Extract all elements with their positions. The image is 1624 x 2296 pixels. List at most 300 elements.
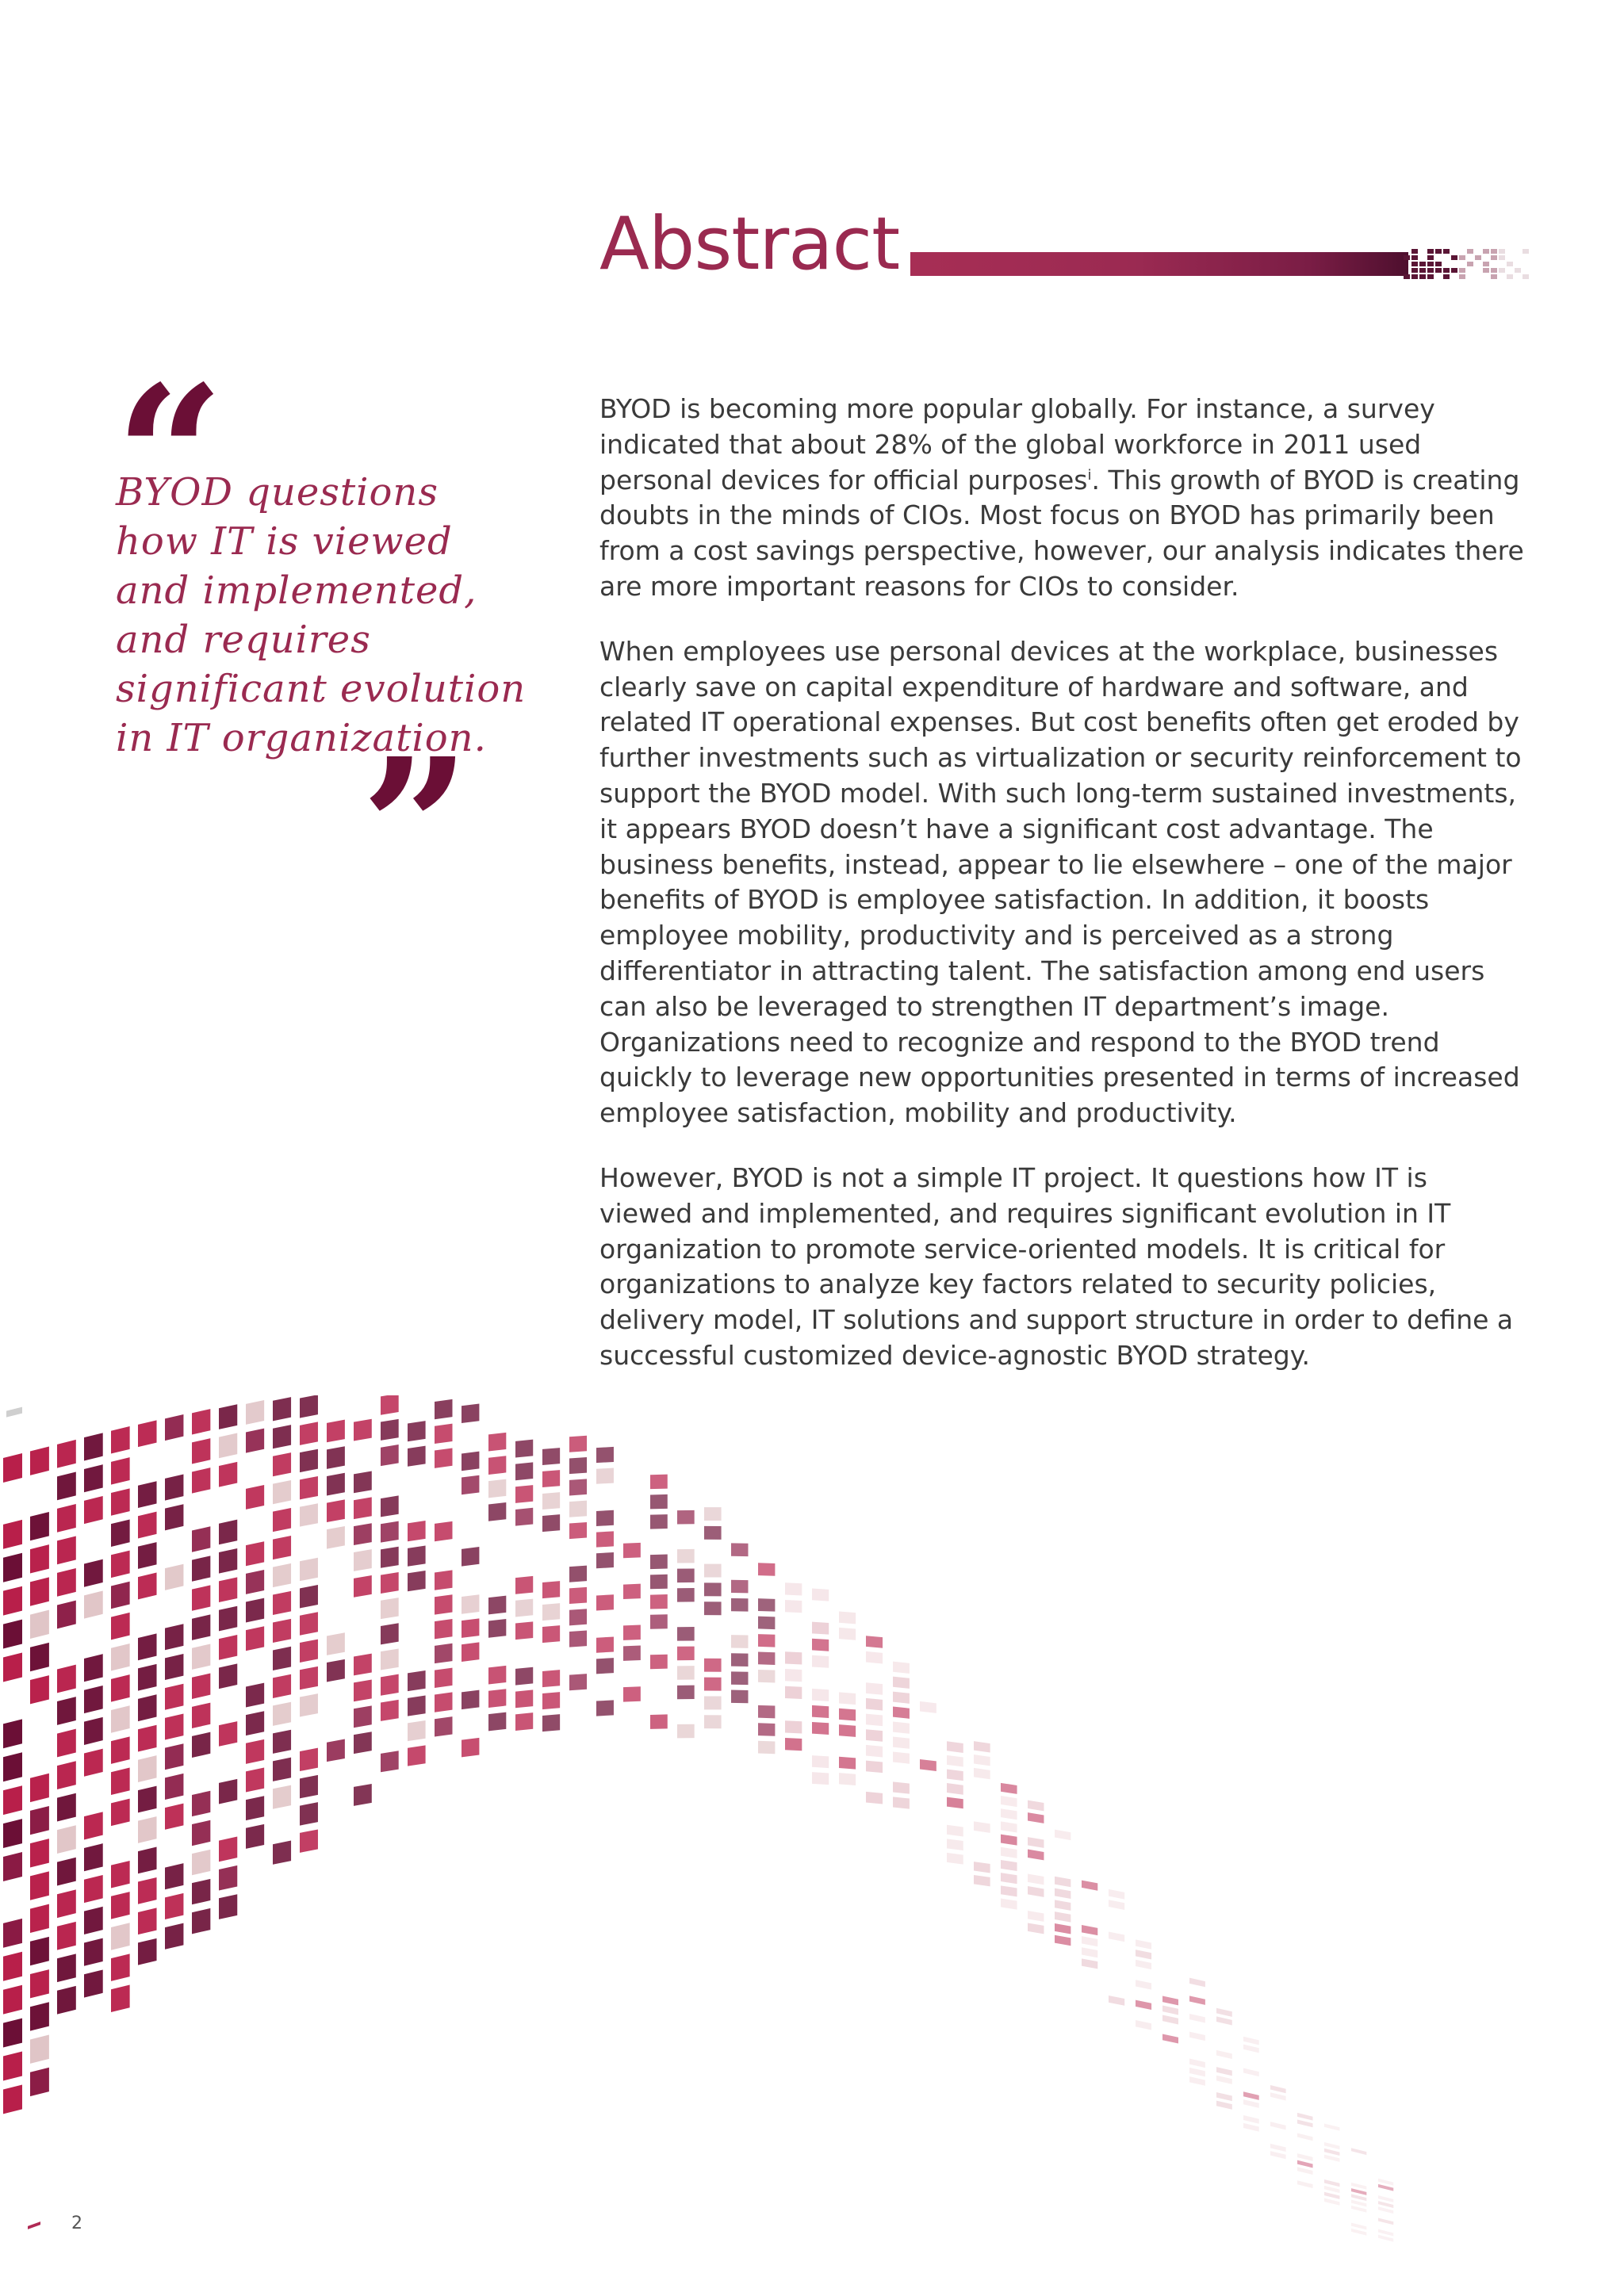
wave-pixel [1162, 2034, 1178, 2044]
wave-pixel [57, 1536, 76, 1565]
wave-pixel [57, 1471, 76, 1500]
wave-pixel [462, 1403, 479, 1423]
wave-pixel [165, 1564, 183, 1590]
wave-pixel [785, 1720, 802, 1733]
wave-pixel [1028, 1837, 1044, 1848]
wave-pixel [111, 1644, 130, 1670]
wave-pixel [30, 1774, 49, 1802]
wave-pixel [893, 1751, 910, 1763]
wave-pixel [381, 1547, 399, 1568]
wave-pixel [219, 1433, 237, 1459]
wave-pixel [704, 1696, 722, 1709]
wave-pixel [1324, 2142, 1339, 2149]
wave-pixel [677, 1588, 695, 1602]
title-pixel [1411, 268, 1418, 273]
wave-pixel [758, 1705, 775, 1719]
wave-pixel [57, 1697, 76, 1725]
wave-pixel [246, 1429, 264, 1453]
wave-pixel [300, 1585, 318, 1608]
wave-pixel [300, 1693, 318, 1716]
wave-pixel [246, 1683, 264, 1708]
wave-pixel [758, 1670, 775, 1683]
wave-pixel [138, 1633, 157, 1660]
wave-pixel [138, 1755, 157, 1782]
wave-pixel [1001, 1821, 1017, 1832]
wave-pixel [542, 1514, 560, 1532]
wave-pixel [327, 1526, 345, 1549]
wave-pixel [354, 1654, 372, 1676]
wave-pixel [596, 1594, 614, 1610]
wave-pixel [704, 1526, 722, 1540]
wave-pixel [650, 1655, 668, 1670]
wave-pixel [138, 1664, 157, 1691]
title-pixel [1522, 249, 1529, 254]
wave-pixel [84, 1969, 103, 1997]
wave-pixel [192, 1409, 210, 1434]
wave-pixel [57, 1986, 76, 2015]
wave-pixel [30, 1904, 49, 1933]
wave-pixel [192, 1703, 210, 1728]
wave-pixel [1270, 2122, 1286, 2130]
wave-pixel [381, 1419, 399, 1441]
wave-pixel [866, 1651, 883, 1664]
wave-pixel [812, 1689, 829, 1701]
wave-pixel [273, 1785, 291, 1809]
wave-pixel [219, 1520, 237, 1545]
wave-pixel [650, 1575, 668, 1590]
wave-pixel [1189, 2068, 1205, 2077]
wave-pixel [488, 1433, 506, 1452]
wave-pixel [1082, 1936, 1097, 1946]
wave-pixel [219, 1663, 237, 1689]
wave-pixel [650, 1555, 668, 1570]
wave-pixel [138, 1694, 157, 1721]
wave-pixel [246, 1796, 264, 1820]
wave-pixel [246, 1598, 264, 1623]
title-pixel [1507, 262, 1513, 266]
wave-pixel [111, 1923, 130, 1950]
wave-pixel [1055, 1911, 1071, 1922]
wave-pixel [974, 1821, 990, 1832]
wave-pixel [57, 1440, 76, 1468]
wave-pixel [1351, 2194, 1366, 2201]
title-pixel-decoration [1404, 249, 1538, 281]
wave-pixel [1216, 2076, 1232, 2084]
wave-pixel [488, 1619, 506, 1638]
paragraph-1 [599, 392, 1527, 605]
wave-pixel [435, 1644, 453, 1663]
wave-pixel [866, 1792, 883, 1804]
wave-pixel [219, 1606, 237, 1632]
wave-pixel [111, 1861, 130, 1888]
wave-pixel [3, 1752, 22, 1781]
title-pixel [1475, 255, 1481, 260]
wave-pixel [974, 1741, 990, 1752]
abstract-body [599, 392, 1527, 1403]
wave-pixel [704, 1507, 722, 1521]
wave-pixel [3, 2052, 22, 2081]
title-pixel [1491, 268, 1497, 273]
title-pixel [1419, 274, 1426, 279]
footnote-marker[interactable]: i [1087, 466, 1092, 484]
wave-pixel [462, 1547, 479, 1567]
wave-pixel [704, 1564, 722, 1578]
wave-pixel [381, 1623, 399, 1644]
wave-pixel [839, 1709, 856, 1721]
wave-pixel [273, 1841, 291, 1865]
wave-pixel [542, 1670, 560, 1687]
wave-pixel [839, 1757, 856, 1770]
wave-pixel [515, 1440, 533, 1458]
wave-pixel [1378, 2184, 1393, 2191]
wave-pixel [785, 1738, 802, 1751]
wave-pixel [111, 1457, 130, 1484]
title-pixel [1522, 274, 1529, 279]
wave-pixel [1297, 2153, 1313, 2161]
wave-pixel [219, 1548, 237, 1574]
title-pixel [1483, 262, 1489, 266]
wave-pixel [30, 2068, 49, 2096]
wave-pixel [3, 1852, 22, 1881]
wave-pixel [1351, 2223, 1366, 2230]
wave-pixel [650, 1475, 668, 1490]
wave-pixel [165, 1684, 183, 1710]
wave-pixel [515, 1576, 533, 1594]
wave-pixel [165, 1774, 183, 1800]
wave-pixel [354, 1732, 372, 1754]
wave-pixel [57, 1825, 76, 1854]
wave-pixel [3, 2019, 22, 2048]
wave-pixel [974, 1768, 990, 1779]
wave-pixel [138, 1816, 157, 1843]
wave-pixel [488, 1502, 506, 1521]
wave-pixel [812, 1772, 829, 1785]
wave-pixel [893, 1722, 910, 1734]
wave-pixel [84, 1590, 103, 1618]
wave-pixel [1189, 2059, 1205, 2068]
wave-pixel [758, 1741, 775, 1755]
wave-pixel [57, 1793, 76, 1822]
wave-pixel [138, 1725, 157, 1752]
wave-pixel [300, 1395, 318, 1418]
wave-pixel [1243, 2068, 1259, 2076]
wave-pixel [731, 1580, 748, 1594]
wave-pixel [327, 1659, 345, 1682]
wave-pixel [327, 1420, 345, 1443]
wave-pixel [947, 1797, 963, 1809]
wave-pixel [812, 1722, 829, 1735]
title-pixel [1443, 268, 1450, 273]
wave-pixel [1082, 1958, 1097, 1969]
wave-pixel [542, 1625, 560, 1643]
wave-pixel [1001, 1835, 1017, 1846]
wave-pixel [542, 1603, 560, 1621]
wave-pixel [1216, 2101, 1232, 2110]
wave-pixel [947, 1769, 963, 1781]
wave-pixel [1378, 2206, 1393, 2214]
wave-pixel [704, 1715, 722, 1728]
wave-pixel [1189, 1978, 1205, 1988]
wave-pixel [893, 1692, 910, 1704]
wave-pixel [1243, 2045, 1259, 2053]
wave-pixel [192, 1732, 210, 1758]
wave-pixel [974, 1875, 990, 1886]
wave-pixel [1297, 2167, 1313, 2175]
wave-pixel [381, 1445, 399, 1466]
wave-pixel [812, 1705, 829, 1718]
wave-pixel [758, 1634, 775, 1647]
wave-pixel [84, 1559, 103, 1587]
wave-pixel [354, 1471, 372, 1493]
wave-pixel [1189, 1996, 1205, 2005]
wave-pixel [785, 1600, 802, 1613]
wave-pixel [1270, 2085, 1286, 2093]
wave-pixel [731, 1671, 748, 1685]
wave-pixel [1378, 2218, 1393, 2225]
wave-pixel [30, 1806, 49, 1835]
wave-pixel [300, 1558, 318, 1581]
title-pixel [1443, 249, 1450, 254]
title-pixel [1443, 274, 1450, 279]
wave-pixel [273, 1563, 291, 1587]
wave-pixel [785, 1686, 802, 1699]
wave-pixel [569, 1501, 587, 1517]
wave-pixel [219, 1721, 237, 1747]
wave-pixel [192, 1850, 210, 1875]
wave-pixel [1109, 1996, 1124, 2006]
wave-pixel [785, 1651, 802, 1664]
wave-pixel [947, 1825, 963, 1837]
wave-pixel [111, 1892, 130, 1919]
wave-pixel [1001, 1783, 1017, 1794]
wave-pixel [435, 1692, 453, 1712]
wave-pixel [569, 1479, 587, 1495]
wave-pixel [300, 1503, 318, 1526]
wave-pixel [920, 1701, 936, 1713]
wave-pixel [192, 1820, 210, 1846]
wave-pixel [488, 1666, 506, 1685]
wave-pixel [1297, 2113, 1313, 2121]
wave-pixel [704, 1678, 722, 1691]
wave-pixel [111, 1426, 130, 1453]
title-pixel [1435, 268, 1442, 273]
wave-pixel [866, 1636, 883, 1648]
wave-pixel [381, 1521, 399, 1543]
wave-pixel [192, 1526, 210, 1552]
wave-pixel [273, 1619, 291, 1643]
wave-pixel [1216, 2008, 1232, 2017]
wave-pixel [408, 1521, 426, 1541]
wave-pixel [596, 1658, 614, 1674]
wave-pixel [920, 1759, 936, 1771]
wave-pixel [1351, 2148, 1366, 2155]
wave-pixel [3, 1985, 22, 2015]
wave-pixel [569, 1522, 587, 1539]
wave-pixel [354, 1549, 372, 1571]
wave-pixel [1028, 1911, 1044, 1922]
pixel-wave-graphic [0, 1395, 1396, 2283]
wave-pixel [1324, 2179, 1339, 2187]
wave-pixel [947, 1853, 963, 1865]
wave-pixel [650, 1594, 668, 1609]
title-pixel [1499, 255, 1505, 260]
wave-pixel [57, 1504, 76, 1533]
wave-pixel [246, 1541, 264, 1566]
wave-pixel [192, 1644, 210, 1669]
wave-pixel [219, 1577, 237, 1602]
wave-pixel [1109, 1900, 1124, 1910]
wave-pixel [111, 1768, 130, 1795]
title-pixel [1515, 268, 1521, 273]
title-pixel [1435, 249, 1442, 254]
wave-pixel [273, 1397, 291, 1421]
wave-pixel [111, 1551, 130, 1578]
wave-pixel [1055, 1900, 1071, 1910]
wave-pixel [542, 1581, 560, 1598]
wave-pixel [30, 1937, 49, 1965]
wave-pixel [542, 1492, 560, 1510]
paragraph-3: However, BYOD is not a simple IT project. It questions how IT is viewed and implemented, and requires significant evolution in IT organization to promote service-oriented models. It is critical for organizations to analyze key factors related to security policies, delivery model, IT solutions and support structure in order to define a successful customized device-agnostic BYOD strategy. [599, 1161, 1514, 1371]
wave-pixel [677, 1568, 695, 1582]
wave-pixel [1001, 1808, 1017, 1820]
wave-pixel [1216, 2016, 1232, 2025]
title-pixel [1467, 249, 1473, 254]
wave-pixel [30, 1544, 49, 1573]
wave-pixel [1270, 2092, 1286, 2100]
wave-pixel [273, 1508, 291, 1532]
wave-pixel [84, 1464, 103, 1492]
wave-pixel [623, 1625, 641, 1640]
wave-pixel [1243, 2123, 1259, 2132]
wave-pixel [1136, 1950, 1151, 1959]
wave-pixel [435, 1424, 453, 1444]
wave-pixel [1001, 1860, 1017, 1871]
wave-pixel [947, 1839, 963, 1850]
wave-pixel [192, 1674, 210, 1699]
wave-pixel [1378, 2235, 1393, 2242]
wave-pixel [515, 1689, 533, 1708]
wave-pixel [111, 1674, 130, 1701]
title-pixel [1427, 268, 1434, 273]
wave-pixel [866, 1682, 883, 1695]
wave-pixel [596, 1636, 614, 1652]
wave-pixel [1055, 1888, 1071, 1899]
wave-pixel [192, 1556, 210, 1581]
wave-pixel [300, 1775, 318, 1798]
wave-pixel [30, 1969, 49, 1998]
wave-pixel [515, 1712, 533, 1731]
wave-pixel [866, 1729, 883, 1742]
wave-pixel [704, 1601, 722, 1615]
wave-pixel [165, 1474, 183, 1500]
wave-pixel [408, 1446, 426, 1467]
wave-pixel [758, 1598, 775, 1612]
wave-pixel [300, 1449, 318, 1472]
wave-pixel [947, 1741, 963, 1753]
wave-pixel [1351, 2188, 1366, 2195]
wave-pixel [327, 1499, 345, 1522]
wave-pixel [84, 1717, 103, 1745]
wave-pixel [1378, 2201, 1393, 2208]
wave-pixel [138, 1908, 157, 1934]
wave-pixel [866, 1745, 883, 1758]
wave-pixel [866, 1761, 883, 1774]
title-pixel [1419, 268, 1426, 273]
wave-pixel [1243, 2037, 1259, 2045]
wave-pixel [1028, 1923, 1044, 1934]
wave-pixel [111, 1985, 130, 2012]
wave-pixel [515, 1462, 533, 1480]
wave-pixel [57, 1601, 76, 1629]
wave-pixel [1324, 2198, 1339, 2206]
wave-pixel [435, 1570, 453, 1590]
wave-pixel [542, 1692, 560, 1709]
wave-pixel [273, 1730, 291, 1754]
wave-pixel [596, 1510, 614, 1526]
wave-pixel [381, 1572, 399, 1594]
wave-pixel [1270, 2151, 1286, 2159]
wave-pixel [758, 1563, 775, 1576]
wave-pixel [300, 1667, 318, 1689]
wave-pixel [1243, 2091, 1259, 2100]
wave-pixel [731, 1653, 748, 1667]
wave-pixel [246, 1485, 264, 1510]
wave-pixel [111, 1705, 130, 1732]
wave-pixel [1109, 1932, 1124, 1942]
wave-pixel [273, 1758, 291, 1781]
wave-pixel [30, 1447, 49, 1475]
wave-pixel [354, 1679, 372, 1701]
wave-pixel [623, 1686, 641, 1701]
wave-pixel [165, 1804, 183, 1830]
wave-pixel [1243, 2099, 1259, 2108]
wave-pixel [57, 1889, 76, 1918]
wave-pixel [165, 1654, 183, 1680]
wave-pixel [111, 1613, 130, 1640]
close-quote-mark-icon [361, 733, 470, 836]
wave-pixel [515, 1485, 533, 1503]
wave-pixel [3, 1819, 22, 1848]
wave-pixel [435, 1668, 453, 1688]
wave-pixel [111, 1519, 130, 1546]
wave-pixel [273, 1480, 291, 1504]
wave-pixel [273, 1452, 291, 1476]
wave-pixel [1216, 2050, 1232, 2059]
wave-pixel [3, 1553, 22, 1582]
wave-pixel [111, 1736, 130, 1763]
wave-pixel [812, 1655, 829, 1668]
wave-pixel [839, 1724, 856, 1737]
wave-pixel [488, 1456, 506, 1475]
wave-pixel [1109, 1889, 1124, 1900]
wave-pixel [462, 1642, 479, 1662]
wave-pixel [138, 1938, 157, 1965]
wave-pixel [569, 1609, 587, 1625]
wave-pixel [677, 1627, 695, 1641]
wave-pixel [731, 1635, 748, 1648]
title-pixel [1483, 268, 1489, 273]
wave-pixel [3, 1952, 22, 1981]
wave-pixel [84, 1433, 103, 1460]
wave-pixel [1055, 1935, 1071, 1946]
wave-pixel [30, 1512, 49, 1540]
wave-pixel [677, 1666, 695, 1680]
wave-pixel [408, 1546, 426, 1567]
wave-pixel [30, 1675, 49, 1704]
wave-pixel [1001, 1899, 1017, 1910]
title-pixel [1459, 255, 1465, 260]
wave-pixel [1324, 2155, 1339, 2162]
